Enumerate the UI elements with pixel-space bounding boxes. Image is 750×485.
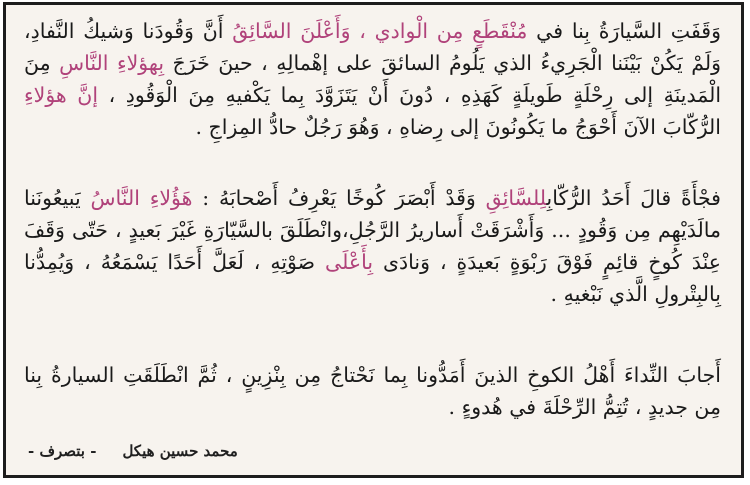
p1-highlight-1: مُنْقَطَعٍ مِن الْوادي ، وَأَعْلَنَ السَّائِقُ: [232, 19, 528, 43]
p1-highlight-2: بِهؤلاءِ النَّاسِ: [59, 51, 165, 75]
p1-text-2: أَنَّ وَقُودَنا وَشيكُ النَّفادِ، وَلَمْ يَكُنْ بَيْنَنا الْجَرِيءُ الذي يَلُومُ السائقَ على إهْمالِهِ ، حينَ خَرَجَ: [24, 19, 721, 75]
p2-highlight-1: لِلسَّائِقِ: [485, 186, 547, 210]
p3-text-1: أَجابَ النِّداءَ أَهْلُ الكوخِ الذينَ أَمَدُّونا بِما نَحْتاجُ مِن بِنْزِينٍ ، ثُمَّ انْطَلَقَتِ السيارةُ بِنا مِن جديدٍ ، تُتِمُّ الرِّحْلَةَ في هُدوءٍ .: [24, 363, 721, 419]
author-name: محمد حسين هيكل: [122, 442, 238, 460]
p2-text-3: يَبيعُونَنا مالَدَيْهِم مِن وَقُودٍ ... وَأَشْرَقَتْ أَساريرُ الرَّجُلِ،وانْطَلَقَ بالسَّيّارَةِ غَيْرَ بَعيدٍ ، حَتّى وَقَفَ عِنْدَ كُوخٍ قائِمٍ فَوْقَ رَبْوَةٍ بَعيدَةٍ ، وَنادَى: [24, 186, 721, 274]
text-frame: [3, 2, 744, 478]
paragraph-3: [24, 359, 721, 423]
p1-text-3: مِنَ الْمَدينَةِ إلى رِحْلَةٍ طَويلَةٍ كَهَذِهِ ، دُونَ أَنْ يَتَزَوَّدَ بِما يَكْفيهِ مِنَ الْوَقُودِ ،: [24, 51, 722, 107]
p1-text-1: وَقَفَتِ السَّيارَةُ بِنا في: [527, 19, 722, 43]
p2-highlight-3: بِأَعْلَى: [324, 250, 374, 274]
paragraph-2: [24, 182, 721, 310]
p2-highlight-2: هَؤُلاءِ النَّاسُ: [90, 186, 193, 210]
adaptation-note: - بتصرف -: [28, 442, 97, 460]
paragraph-1: [24, 15, 721, 143]
p2-text-4: صَوْتِهِ ، لَعَلَّ أَحَدًا يَسْمَعُهُ ، وَيُمِدُّنا بِالبِتْرولِ الَّذي نَبْغيهِ .: [24, 250, 721, 306]
p2-text-1: فجْأَةً قالَ أَحَدُ الرُّكّابِ: [546, 186, 721, 210]
author-credit: [28, 441, 238, 461]
p2-text-2: وَقَدْ أَبْصَرَ كُوخًا يَعْرِفُ أَصْحابَهُ :: [192, 186, 486, 210]
p1-text-4: الرُّكّابَ الآنَ أَحْوَجُ ما يَكُونُونَ إلى رِضاهِ ، وَهُوَ رَجُلٌ حادُّ المِزاجِ .: [195, 115, 721, 139]
p1-highlight-3: إنَّ هؤلاءِ: [24, 83, 99, 107]
